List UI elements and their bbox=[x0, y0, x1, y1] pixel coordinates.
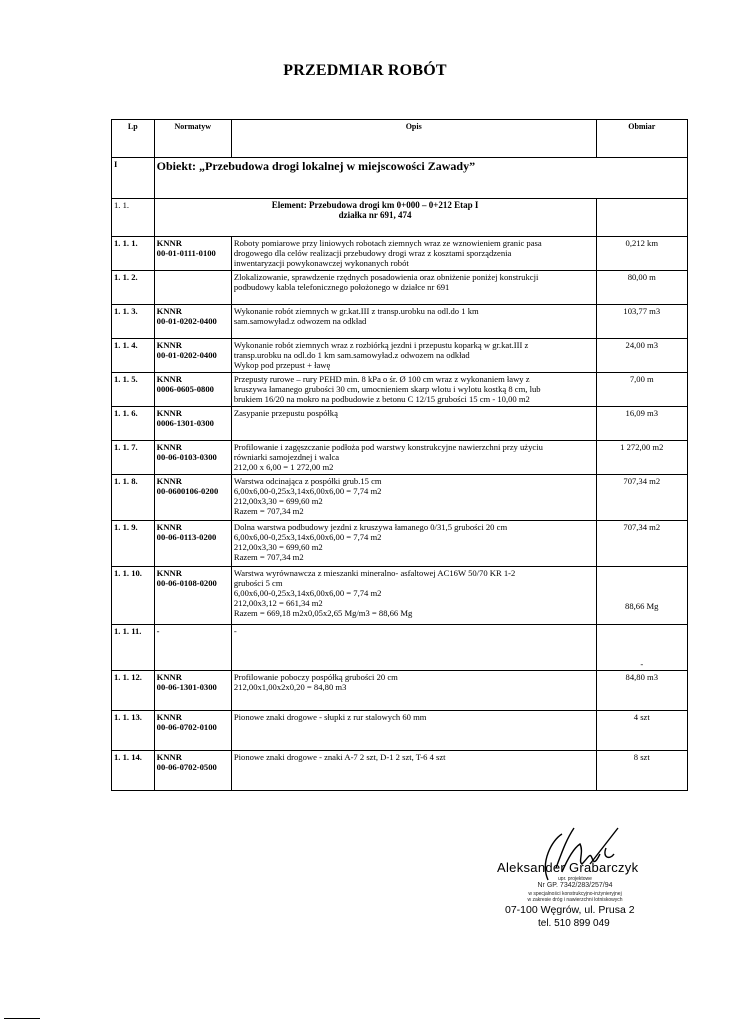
element-row bbox=[112, 199, 688, 237]
row-opis-line: Profilowanie i zagęszczanie podłoża pod warstwy konstrukcyjne nawierzchni przy użyciu bbox=[233, 442, 543, 452]
row-lp: 1. 1. 13. bbox=[112, 711, 155, 751]
row-opis-line: grubości 5 cm bbox=[233, 578, 283, 588]
stamp-scope-1: w specjalności konstrukcyjno-inżynieryjnej bbox=[528, 891, 622, 897]
row-lp: 1. 1. 12. bbox=[112, 671, 155, 711]
row-opis-line: 6,00x6,00-0,25x3,14x6,00x6,00 = 7,74 m2 bbox=[233, 486, 382, 496]
row-normatyw-catalog: KNNR bbox=[156, 340, 182, 350]
row-opis-line: Warstwa wyrównawcza z mieszanki mineralno- asfaltowej AC16W 50/70 KR 1-2 bbox=[233, 568, 516, 578]
row-lp: 1. 1. 6. bbox=[112, 407, 155, 441]
row-obmiar: 103,77 m3 bbox=[596, 305, 687, 339]
row-opis bbox=[231, 373, 596, 407]
row-normatyw bbox=[154, 441, 231, 475]
row-opis bbox=[231, 237, 596, 271]
row-obmiar: 0,212 km bbox=[596, 237, 687, 271]
row-opis-line: Pionowe znaki drogowe - słupki z rur stalowych 60 mm bbox=[233, 712, 427, 722]
header-opis: Opis bbox=[231, 120, 596, 158]
row-obmiar: 8 szt bbox=[596, 751, 687, 791]
row-opis-line: brukiem 16/20 na mokro na podbudowie z betonu C 12/15 grubości 15 cm - 10,00 m2 bbox=[233, 394, 530, 404]
row-opis-line: Wykop pod przepust + ławę bbox=[233, 360, 331, 370]
row-normatyw bbox=[154, 237, 231, 271]
row-obmiar: 88,66 Mg bbox=[596, 567, 687, 625]
row-opis-line: 212,00x3,12 = 661,34 m2 bbox=[233, 598, 323, 608]
table-row bbox=[112, 567, 688, 625]
row-opis-line: 6,00x6,00-0,25x3,14x6,00x6,00 = 7,74 m2 bbox=[233, 532, 382, 542]
row-obmiar: - bbox=[596, 625, 687, 671]
stamp-name: Aleksander Grabarczyk bbox=[497, 860, 639, 875]
row-opis-line: - bbox=[233, 626, 237, 636]
stamp-phone: tel. 510 899 049 bbox=[538, 918, 610, 929]
row-opis-line: 212,00x1,00x2x0,20 = 84,80 m3 bbox=[233, 682, 347, 692]
table-row bbox=[112, 237, 688, 271]
row-opis bbox=[231, 339, 596, 373]
obiekt-row bbox=[112, 158, 688, 199]
element-line-2: działka nr 691, 474 bbox=[338, 210, 412, 220]
table-row bbox=[112, 671, 688, 711]
row-obmiar: 7,00 m bbox=[596, 373, 687, 407]
element-line-1: Element: Przebudowa drogi km 0+000 – 0+212 Etap I bbox=[271, 200, 479, 210]
row-normatyw-code: 00-01-0202-0400 bbox=[156, 316, 217, 326]
row-opis-line: kruszywa łamanego grubości 30 cm, umocnieniem skarp wlotu i wylotu kostką 8 cm, lub bbox=[233, 384, 541, 394]
row-obmiar: 24,00 m3 bbox=[596, 339, 687, 373]
row-normatyw-code: 00-06-1301-0300 bbox=[156, 682, 217, 692]
obiekt-lp: I bbox=[112, 158, 155, 199]
row-normatyw bbox=[154, 305, 231, 339]
table-row bbox=[112, 475, 688, 521]
stamp-address: 07-100 Węgrów, ul. Prusa 2 bbox=[505, 904, 635, 916]
row-lp: 1. 1. 9. bbox=[112, 521, 155, 567]
row-lp: 1. 1. 3. bbox=[112, 305, 155, 339]
row-opis bbox=[231, 305, 596, 339]
row-obmiar: 84,80 m3 bbox=[596, 671, 687, 711]
row-normatyw-catalog: KNNR bbox=[156, 712, 182, 722]
row-lp: 1. 1. 14. bbox=[112, 751, 155, 791]
row-normatyw-catalog: KNNR bbox=[156, 568, 182, 578]
row-opis bbox=[231, 475, 596, 521]
row-opis-line: Wykonanie robót ziemnych w gr.kat.III z transp.urobku na odl.do 1 km bbox=[233, 306, 479, 316]
table-row bbox=[112, 711, 688, 751]
row-normatyw-catalog: KNNR bbox=[156, 238, 182, 248]
row-normatyw-catalog: KNNR bbox=[156, 442, 182, 452]
row-opis bbox=[231, 567, 596, 625]
row-normatyw-code: 00-0600106-0200 bbox=[156, 486, 219, 496]
row-opis bbox=[231, 271, 596, 305]
table-row bbox=[112, 305, 688, 339]
row-normatyw-code: 0006-1301-0300 bbox=[156, 418, 214, 428]
row-opis bbox=[231, 521, 596, 567]
row-normatyw-catalog: KNNR bbox=[156, 408, 182, 418]
row-normatyw bbox=[154, 567, 231, 625]
row-opis-line: Dolna warstwa podbudowy jezdni z kruszywa łamanego 0/31,5 grubości 20 cm bbox=[233, 522, 508, 532]
row-normatyw bbox=[154, 625, 231, 671]
row-normatyw-code: 00-06-0108-0200 bbox=[156, 578, 217, 588]
row-normatyw-code: 00-06-0702-0100 bbox=[156, 722, 217, 732]
table-row bbox=[112, 407, 688, 441]
row-normatyw bbox=[154, 475, 231, 521]
row-opis-line: podbudowy kabla telefonicznego położonego w działce nr 691 bbox=[233, 282, 450, 292]
row-normatyw-code: 00-01-0111-0100 bbox=[156, 248, 216, 258]
row-opis-line: 212,00x3,30 = 699,60 m2 bbox=[233, 496, 323, 506]
row-lp: 1. 1. 5. bbox=[112, 373, 155, 407]
row-opis-line: Wykonanie robót ziemnych wraz z rozbiórką jezdni i przepustu koparką w gr.kat.III z bbox=[233, 340, 529, 350]
row-opis-line: Razem = 669,18 m2x0,05x2,65 Mg/m3 = 88,66 Mg bbox=[233, 608, 413, 618]
row-normatyw-code: 00-06-0103-0300 bbox=[156, 452, 217, 462]
row-opis bbox=[231, 711, 596, 751]
row-normatyw-code: 00-06-0113-0200 bbox=[156, 532, 217, 542]
element-obmiar bbox=[596, 199, 687, 237]
row-obmiar: 707,34 m2 bbox=[596, 475, 687, 521]
table-row bbox=[112, 751, 688, 791]
document-title: PRZEDMIAR ROBÓT bbox=[283, 62, 447, 79]
row-opis-line: Pionowe znaki drogowe - znaki A-7 2 szt, D-1 2 szt, T-6 4 szt bbox=[233, 752, 446, 762]
row-lp: 1. 1. 10. bbox=[112, 567, 155, 625]
row-opis bbox=[231, 751, 596, 791]
element-lp: 1. 1. bbox=[112, 199, 155, 237]
row-opis-line: Profilowanie poboczy pospółką grubości 20 cm bbox=[233, 672, 398, 682]
row-normatyw-code: 00-01-0202-0400 bbox=[156, 350, 217, 360]
row-obmiar: 16,09 m3 bbox=[596, 407, 687, 441]
row-obmiar: 1 272,00 m2 bbox=[596, 441, 687, 475]
row-opis-line: Razem = 707,34 m2 bbox=[233, 552, 304, 562]
table-row bbox=[112, 271, 688, 305]
obiekt-title: Obiekt: „Przebudowa drogi lokalnej w miejscowości Zawady” bbox=[154, 158, 687, 199]
row-opis-line: Zlokalizowanie, sprawdzenie rzędnych posadowienia oraz obniżenie poniżej konstrukcji bbox=[233, 272, 539, 282]
header-normatyw: Normatyw bbox=[154, 120, 231, 158]
row-opis-line: Warstwa odcinająca z pospółki grub.15 cm bbox=[233, 476, 382, 486]
przedmiar-table bbox=[111, 119, 688, 791]
row-normatyw-catalog: KNNR bbox=[156, 306, 182, 316]
row-normatyw bbox=[154, 521, 231, 567]
row-obmiar: 80,00 m bbox=[596, 271, 687, 305]
row-opis-line: 212,00x3,30 = 699,60 m2 bbox=[233, 542, 323, 552]
row-normatyw bbox=[154, 751, 231, 791]
table-row bbox=[112, 373, 688, 407]
row-opis-line: inwentaryzacji powykonawczej wykonanych robót bbox=[233, 258, 409, 268]
row-normatyw-catalog: KNNR bbox=[156, 374, 182, 384]
row-normatyw bbox=[154, 671, 231, 711]
row-opis-line: drogowego dla celów realizacji przebudowy drogi wraz z kosztami sporządzenia bbox=[233, 248, 512, 258]
table-row bbox=[112, 441, 688, 475]
row-normatyw-code: 00-06-0702-0500 bbox=[156, 762, 217, 772]
row-obmiar: 707,34 m2 bbox=[596, 521, 687, 567]
row-normatyw bbox=[154, 339, 231, 373]
row-opis-line: Roboty pomiarowe przy liniowych robotach ziemnych wraz ze wznowieniem granic pasa bbox=[233, 238, 542, 248]
row-normatyw-catalog: KNNR bbox=[156, 672, 182, 682]
row-normatyw bbox=[154, 407, 231, 441]
row-lp: 1. 1. 8. bbox=[112, 475, 155, 521]
row-opis bbox=[231, 407, 596, 441]
row-normatyw-catalog: KNNR bbox=[156, 476, 182, 486]
row-opis bbox=[231, 441, 596, 475]
header-row bbox=[112, 120, 688, 158]
row-lp: 1. 1. 1. bbox=[112, 237, 155, 271]
row-opis-line: Przepusty rurowe – rury PEHD min. 8 kPa o śr. Ø 100 cm wraz z wykonaniem ławy z bbox=[233, 374, 530, 384]
row-lp: 1. 1. 7. bbox=[112, 441, 155, 475]
row-opis-line: 212,00 x 6,00 = 1 272,00 m2 bbox=[233, 462, 334, 472]
row-normatyw bbox=[154, 373, 231, 407]
header-obmiar: Obmiar bbox=[596, 120, 687, 158]
row-normatyw-code: 0006-0605-0800 bbox=[156, 384, 214, 394]
stamp-permit: Nr GP. 7342/283/257/94 bbox=[537, 882, 613, 889]
row-lp: 1. 1. 2. bbox=[112, 271, 155, 305]
row-obmiar: 4 szt bbox=[596, 711, 687, 751]
table-row bbox=[112, 625, 688, 671]
table-row bbox=[112, 521, 688, 567]
row-lp: 1. 1. 11. bbox=[112, 625, 155, 671]
row-normatyw bbox=[154, 711, 231, 751]
header-lp: Lp bbox=[112, 120, 155, 158]
row-normatyw bbox=[154, 271, 231, 305]
row-normatyw-catalog: - bbox=[156, 626, 160, 636]
row-opis-line: sam.samowyład.z odwozem na odkład bbox=[233, 316, 367, 326]
table-row bbox=[112, 339, 688, 373]
row-lp: 1. 1. 4. bbox=[112, 339, 155, 373]
row-opis bbox=[231, 625, 596, 671]
row-opis-line: transp.urobku na odl.do 1 km sam.samowyład.z odwozem na odkład bbox=[233, 350, 470, 360]
row-opis-line: Zasypanie przepustu pospółką bbox=[233, 408, 338, 418]
stamp-scope-2: w zakresie dróg i nawierzchni lotniskowych bbox=[527, 897, 623, 903]
row-normatyw-catalog: KNNR bbox=[156, 522, 182, 532]
row-opis-line: 6,00x6,00-0,25x3,14x6,00x6,00 = 7,74 m2 bbox=[233, 588, 382, 598]
row-opis-line: Razem = 707,34 m2 bbox=[233, 506, 304, 516]
row-opis bbox=[231, 671, 596, 711]
stamp-role: upr. projektowe bbox=[558, 876, 592, 882]
corner-mark bbox=[4, 1018, 40, 1019]
row-normatyw-catalog: KNNR bbox=[156, 752, 182, 762]
element-title bbox=[154, 199, 596, 237]
row-opis-line: równiarki samojezdnej i walca bbox=[233, 452, 340, 462]
